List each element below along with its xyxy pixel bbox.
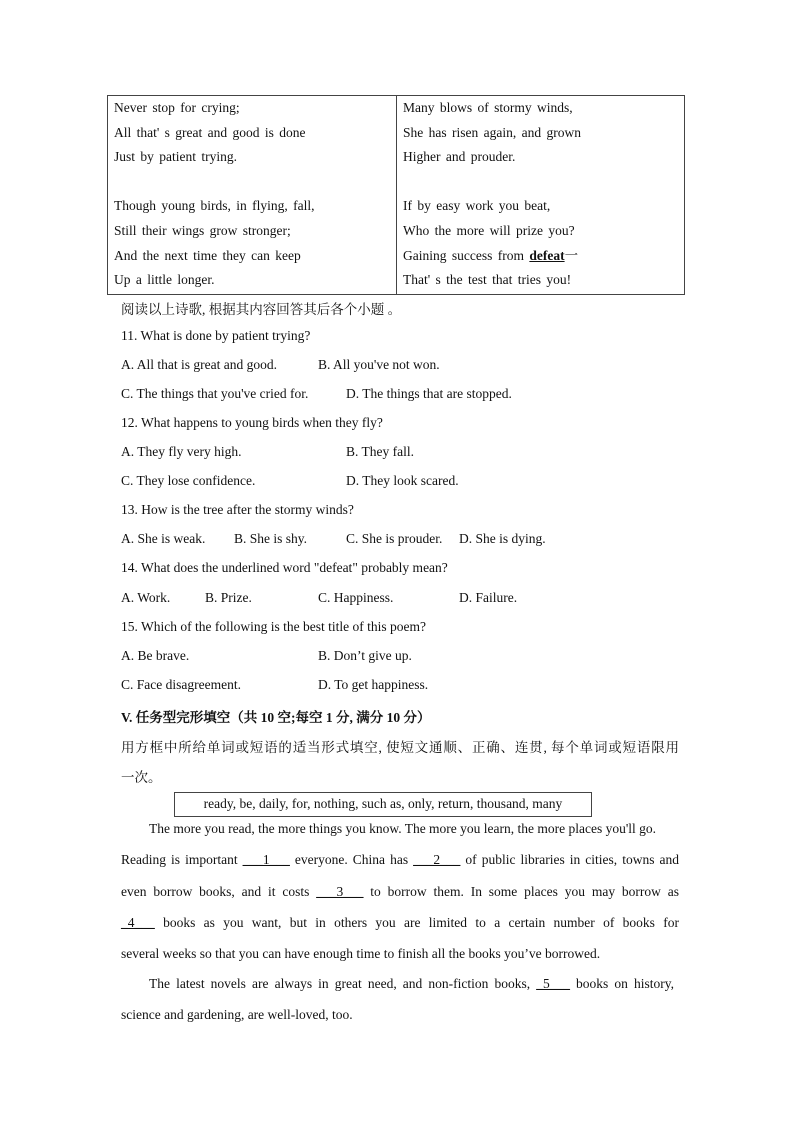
passage-text: books as you want, but in others you are limited to a certain number of books for [154,915,679,930]
poem-line: All that' s great and good is done [114,124,306,140]
poem-line: Higher and prouder. [403,149,516,165]
poem-right-column [396,96,684,294]
poem-line: Still their wings grow stronger; [114,222,291,238]
passage-text: of public libraries in cities, towns and [460,852,679,867]
question-13: 13. How is the tree after the stormy winds? [121,502,354,517]
option-13b: B. She is shy. [234,531,308,546]
section-5-title: V. 任务型完形填空（共 10 空;每空 1 分, 满分 10 分） [121,710,431,725]
passage-text: books on history, [569,976,674,991]
underlined-word-defeat: defeat [529,247,565,263]
poem-line: Just by patient trying. [114,149,237,165]
poem-line: Who the more will prize you? [403,222,575,238]
option-12a: A. They fly very high. [121,444,242,459]
passage-line: science and gardening, are well-loved, too. [121,1007,353,1022]
option-11b: B. All you've not won. [318,357,440,372]
passage-text: The latest novels are always in great need, and non-fiction books, [149,976,537,991]
blank-4: _4___ [121,915,155,930]
question-14: 14. What does the underlined word "defeat" probably mean? [121,560,448,575]
option-12d: D. They look scared. [346,473,459,488]
word-box: ready, be, daily, for, nothing, such as, only, return, thousand, many [174,792,592,817]
question-12: 12. What happens to young birds when they fly? [121,415,383,430]
blank-2: ___2___ [413,852,461,867]
option-15b: B. Don’t give up. [318,648,412,663]
blank-3: ___3___ [316,884,364,899]
option-11d: D. The things that are stopped. [346,386,512,401]
poem-line: Though young birds, in flying, fall, [114,198,315,214]
option-15c: C. Face disagreement. [121,677,241,692]
section-5-instruction: 用方框中所给单词或短语的适当形式填空, 使短文通顺、正确、连贯, 每个单词或短语限用 [121,740,679,755]
option-15d: D. To get happiness. [318,677,429,692]
option-12b: B. They fall. [346,444,414,459]
poem-text: Gaining success from [403,247,530,263]
passage-line [121,884,679,900]
blank-1: ___1___ [242,852,290,867]
passage-text: even borrow books, and it costs [121,884,317,899]
poem-line [403,244,678,269]
blank-5: _5___ [536,976,570,991]
option-13c: C. She is prouder. [346,531,443,546]
poem-table [107,95,685,295]
passage-text: to borrow them. In some places you may borrow as [363,884,679,899]
passage-line [149,976,674,992]
poem-line: Up a little longer. [114,272,215,288]
option-14d: D. Failure. [459,590,518,605]
poem-dash: 一 [564,247,579,263]
option-15a: A. Be brave. [121,648,190,663]
poem-line: Never stop for crying; [114,100,240,115]
poem-line: Many blows of stormy winds, [403,100,573,115]
poem-line: If by easy work you beat, [403,198,551,214]
passage-line [121,915,679,931]
option-11a: A. All that is great and good. [121,357,277,372]
option-11c: C. The things that you've cried for. [121,386,309,401]
passage-line [121,852,679,868]
question-15: 15. Which of the following is the best title of this poem? [121,619,426,634]
passage-line: The more you read, the more things you know. The more you learn, the more places you'll go. [149,821,657,836]
poem-stanza-break [403,170,678,195]
reading-instruction: 阅读以上诗歌, 根据其内容回答其后各个小题 。 [121,302,402,317]
option-12c: C. They lose confidence. [121,473,256,488]
passage-line: several weeks so that you can have enough time to finish all the books you’ve borrowed. [121,946,601,961]
poem-line: And the next time they can keep [114,247,301,263]
option-14b: B. Prize. [205,590,252,605]
option-14c: C. Happiness. [318,590,394,605]
option-13d: D. She is dying. [459,531,546,546]
passage-text: everyone. China has [289,852,414,867]
poem-stanza-break [114,170,390,195]
question-11: 11. What is done by patient trying? [121,328,311,343]
passage-text: Reading is important [121,852,243,867]
section-5-instruction-cont: 一次。 [121,770,162,785]
poem-line: That' s the test that tries you! [403,272,572,288]
poem-left-column [108,96,396,294]
poem-line: She has risen again, and grown [403,124,581,140]
option-14a: A. Work. [121,590,171,605]
option-13a: A. She is weak. [121,531,206,546]
